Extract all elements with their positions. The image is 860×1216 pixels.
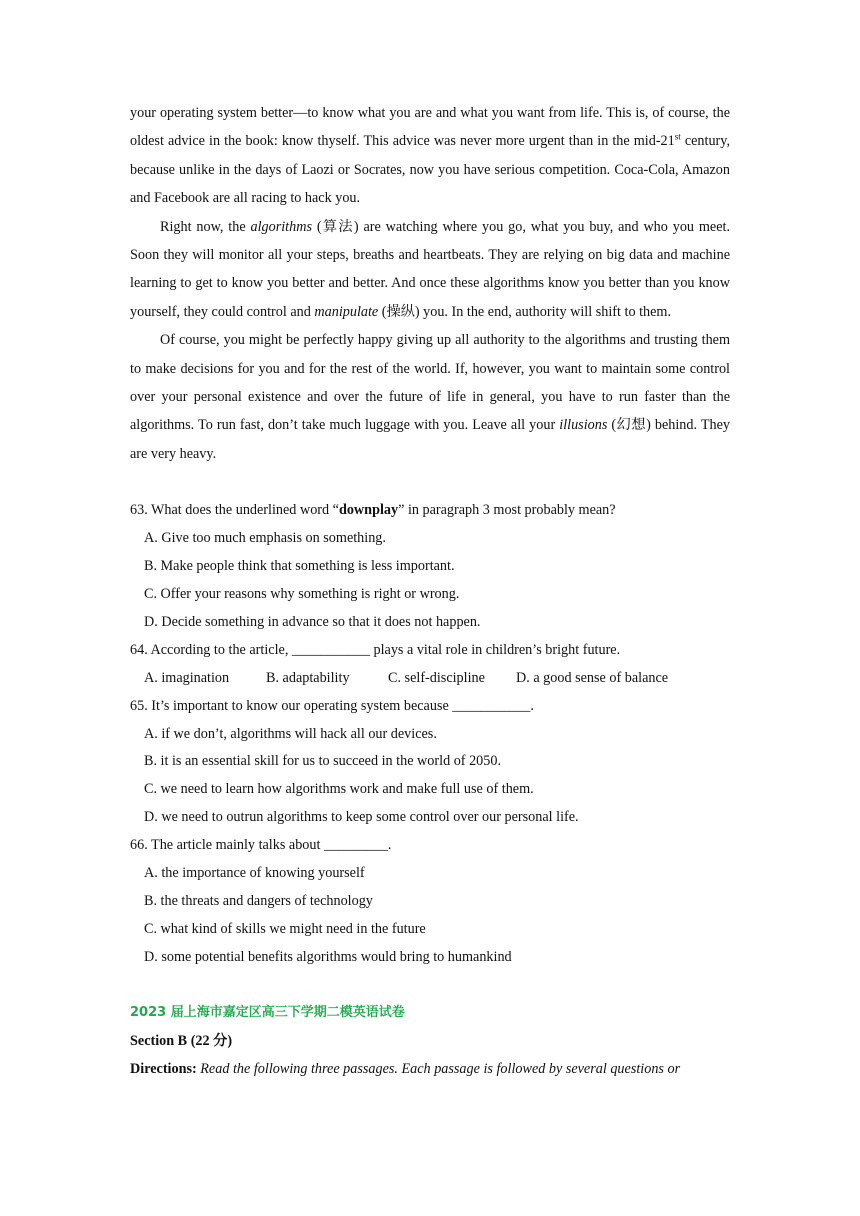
question-63 bbox=[130, 497, 730, 525]
question-65-option-c: C. we need to learn how algorithms work and make full use of them. bbox=[144, 781, 534, 798]
question-65-option-a: A. if we don’t, algorithms will hack all our devices. bbox=[144, 725, 437, 742]
question-66-option-c: C. what kind of skills we might need in the future bbox=[144, 920, 426, 937]
question-66-option-b: B. the threats and dangers of technology bbox=[144, 892, 373, 909]
question-stem: ” in paragraph 3 most probably mean? bbox=[398, 502, 616, 519]
question-64-option-d: D. a good sense of balance bbox=[516, 669, 669, 686]
directions bbox=[130, 1055, 730, 1083]
question-63-option-a: A. Give too much emphasis on something. bbox=[144, 530, 386, 547]
question-list bbox=[130, 497, 730, 971]
text-run: (算法) are watching where you go, what you buy, and who you meet. Soon they will monitor all your steps, breaths and heartbeats. They are relying on big data and machine learning to get to know you better and better. And once these algorithms know you better than you know yourself, they could control and bbox=[130, 218, 730, 320]
section-heading: Section B (22 分) bbox=[130, 1032, 233, 1049]
keyword-downplay: downplay bbox=[338, 502, 399, 519]
passage-paragraph-3 bbox=[130, 326, 730, 468]
term-manipulate: manipulate bbox=[314, 303, 379, 320]
text-run: century, because unlike in the days of Laozi or Socrates, now you have serious competition. Coca-Cola, Amazon and Facebook are all racing to hack you. bbox=[130, 133, 730, 207]
directions-text: Read the following three passages. Each passage is followed by several questions or bbox=[196, 1060, 681, 1077]
question-63-option-d: D. Decide something in advance so that it does not happen. bbox=[144, 613, 481, 630]
question-66-option-a: A. the importance of knowing yourself bbox=[144, 865, 365, 882]
text-run: (操纵) you. In the end, authority will shift to them. bbox=[378, 303, 672, 320]
text-run: (幻想) behind. They are very heavy. bbox=[130, 417, 731, 462]
text-run: your operating system better—to know what you are and what you want from life. This is, of course, the oldest advice in the book: know thyself. This advice was never more urgent than in the mid-21 bbox=[130, 105, 730, 150]
source-title: 2023 届上海市嘉定区高三下学期二模英语试卷 bbox=[130, 1004, 405, 1020]
superscript: st bbox=[674, 131, 681, 142]
question-65-option-d: D. we need to outrun algorithms to keep some control over our personal life. bbox=[144, 809, 579, 826]
question-64-option-b: B. adaptability bbox=[266, 669, 350, 686]
question-65: 65. It’s important to know our operating system because ___________. bbox=[130, 697, 534, 714]
question-stem: 63. What does the underlined word “ bbox=[130, 502, 339, 519]
term-algorithms: algorithms bbox=[250, 218, 312, 235]
passage-paragraph-2 bbox=[130, 213, 730, 327]
question-66-option-d: D. some potential benefits algorithms would bring to humankind bbox=[144, 948, 512, 965]
directions-label: Directions: bbox=[130, 1060, 197, 1077]
term-illusions: illusions bbox=[559, 417, 608, 434]
question-64: 64. According to the article, ___________ plays a vital role in children’s bright future. bbox=[130, 641, 621, 658]
text-run: Right now, the bbox=[160, 218, 251, 235]
passage-paragraph-1 bbox=[130, 99, 730, 213]
question-63-option-b: B. Make people think that something is less important. bbox=[144, 558, 455, 575]
question-66: 66. The article mainly talks about _________. bbox=[130, 837, 392, 854]
question-65-option-b: B. it is an essential skill for us to succeed in the world of 2050. bbox=[144, 753, 501, 770]
question-64-options bbox=[130, 665, 730, 693]
text-run: Of course, you might be perfectly happy giving up all authority to the algorithms and trusting them to make decisions for you and for the rest of the world. If, however, you want to maintain some control over your personal existence and over the future of life in general, you have to run faster than the algorithms. To run fast, don’t take much luggage with you. Leave all your bbox=[130, 332, 730, 434]
question-64-option-c: C. self-discipline bbox=[388, 669, 485, 686]
question-63-option-c: C. Offer your reasons why something is right or wrong. bbox=[144, 586, 460, 602]
document-page bbox=[130, 99, 730, 1083]
question-64-option-a: A. imagination bbox=[144, 669, 230, 686]
